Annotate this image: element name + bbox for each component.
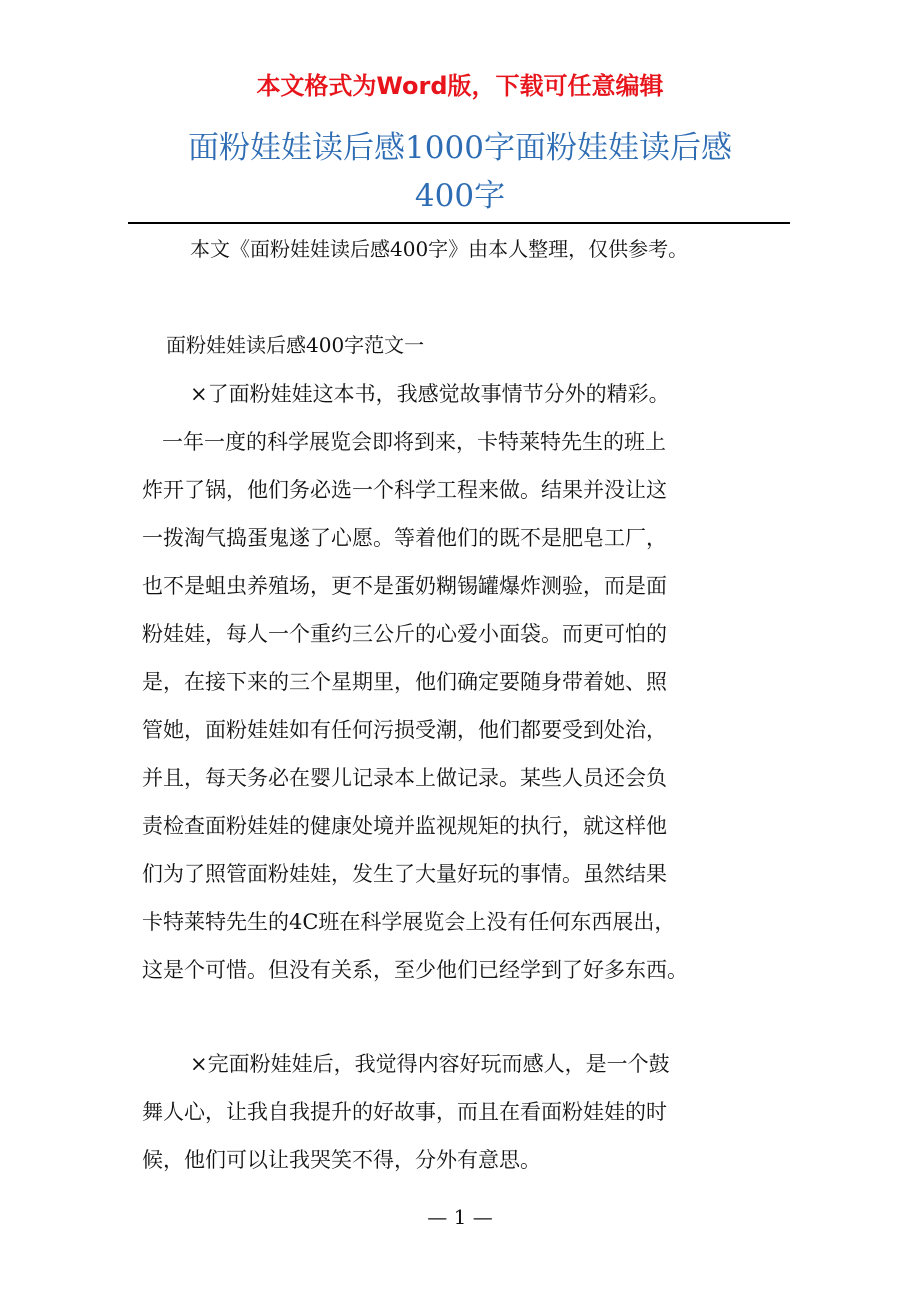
paragraph-line: 炸开了锅，他们务必选一个科学工程来做。结果并没让这 bbox=[142, 478, 667, 502]
paragraph-line: 一拨淘气捣蛋鬼遂了心愿。等着他们的既不是肥皂工厂， bbox=[142, 526, 667, 550]
body-paragraph-1 bbox=[142, 370, 782, 994]
document-title-line-1: 面粉娃娃读后感1000字面粉娃娃读后感 bbox=[188, 130, 732, 166]
paragraph-line: 是，在接下来的三个星期里，他们确定要随身带着她、照 bbox=[142, 670, 667, 694]
document-title-line-2: 400字 bbox=[414, 178, 506, 214]
paragraph-line: 卡特莱特先生的4C班在科学展览会上没有任何东西展出， bbox=[142, 910, 676, 934]
paragraph-line: 舞人心，让我自我提升的好故事，而且在看面粉娃娃的时 bbox=[142, 1100, 667, 1124]
paragraph-line: ×了面粉娃娃这本书，我感觉故事情节分外的精彩。 bbox=[190, 382, 670, 406]
document-title bbox=[120, 124, 800, 220]
format-notice-banner: 本文格式为Word版，下载可任意编辑 bbox=[256, 72, 664, 100]
paragraph-line: 也不是蛆虫养殖场，更不是蛋奶糊锡罐爆炸测验，而是面 bbox=[142, 574, 667, 598]
intro-note: 本文《面粉娃娃读后感400字》由本人整理，仅供参考。 bbox=[190, 237, 689, 261]
title-divider bbox=[128, 222, 790, 224]
body-paragraph-2 bbox=[142, 1040, 782, 1184]
section-heading: 面粉娃娃读后感400字范文一 bbox=[166, 333, 425, 357]
paragraph-line: 责检查面粉娃娃的健康处境并监视规矩的执行，就这样他 bbox=[142, 814, 667, 838]
paragraph-line: 粉娃娃，每人一个重约三公斤的心爱小面袋。而更可怕的 bbox=[142, 622, 667, 646]
paragraph-line: 并且，每天务必在婴儿记录本上做记录。某些人员还会负 bbox=[142, 766, 667, 790]
page-number: — 1 — bbox=[427, 1205, 493, 1229]
paragraph-line: 这是个可惜。但没有关系，至少他们已经学到了好多东西。 bbox=[142, 958, 688, 982]
paragraph-line: 一年一度的科学展览会即将到来，卡特莱特先生的班上 bbox=[162, 430, 666, 454]
paragraph-line: ×完面粉娃娃后，我觉得内容好玩而感人，是一个鼓 bbox=[190, 1052, 670, 1076]
paragraph-line: 们为了照管面粉娃娃，发生了大量好玩的事情。虽然结果 bbox=[142, 862, 667, 886]
paragraph-line: 候，他们可以让我哭笑不得，分外有意思。 bbox=[142, 1148, 541, 1172]
paragraph-line: 管她，面粉娃娃如有任何污损受潮，他们都要受到处治， bbox=[142, 718, 667, 742]
